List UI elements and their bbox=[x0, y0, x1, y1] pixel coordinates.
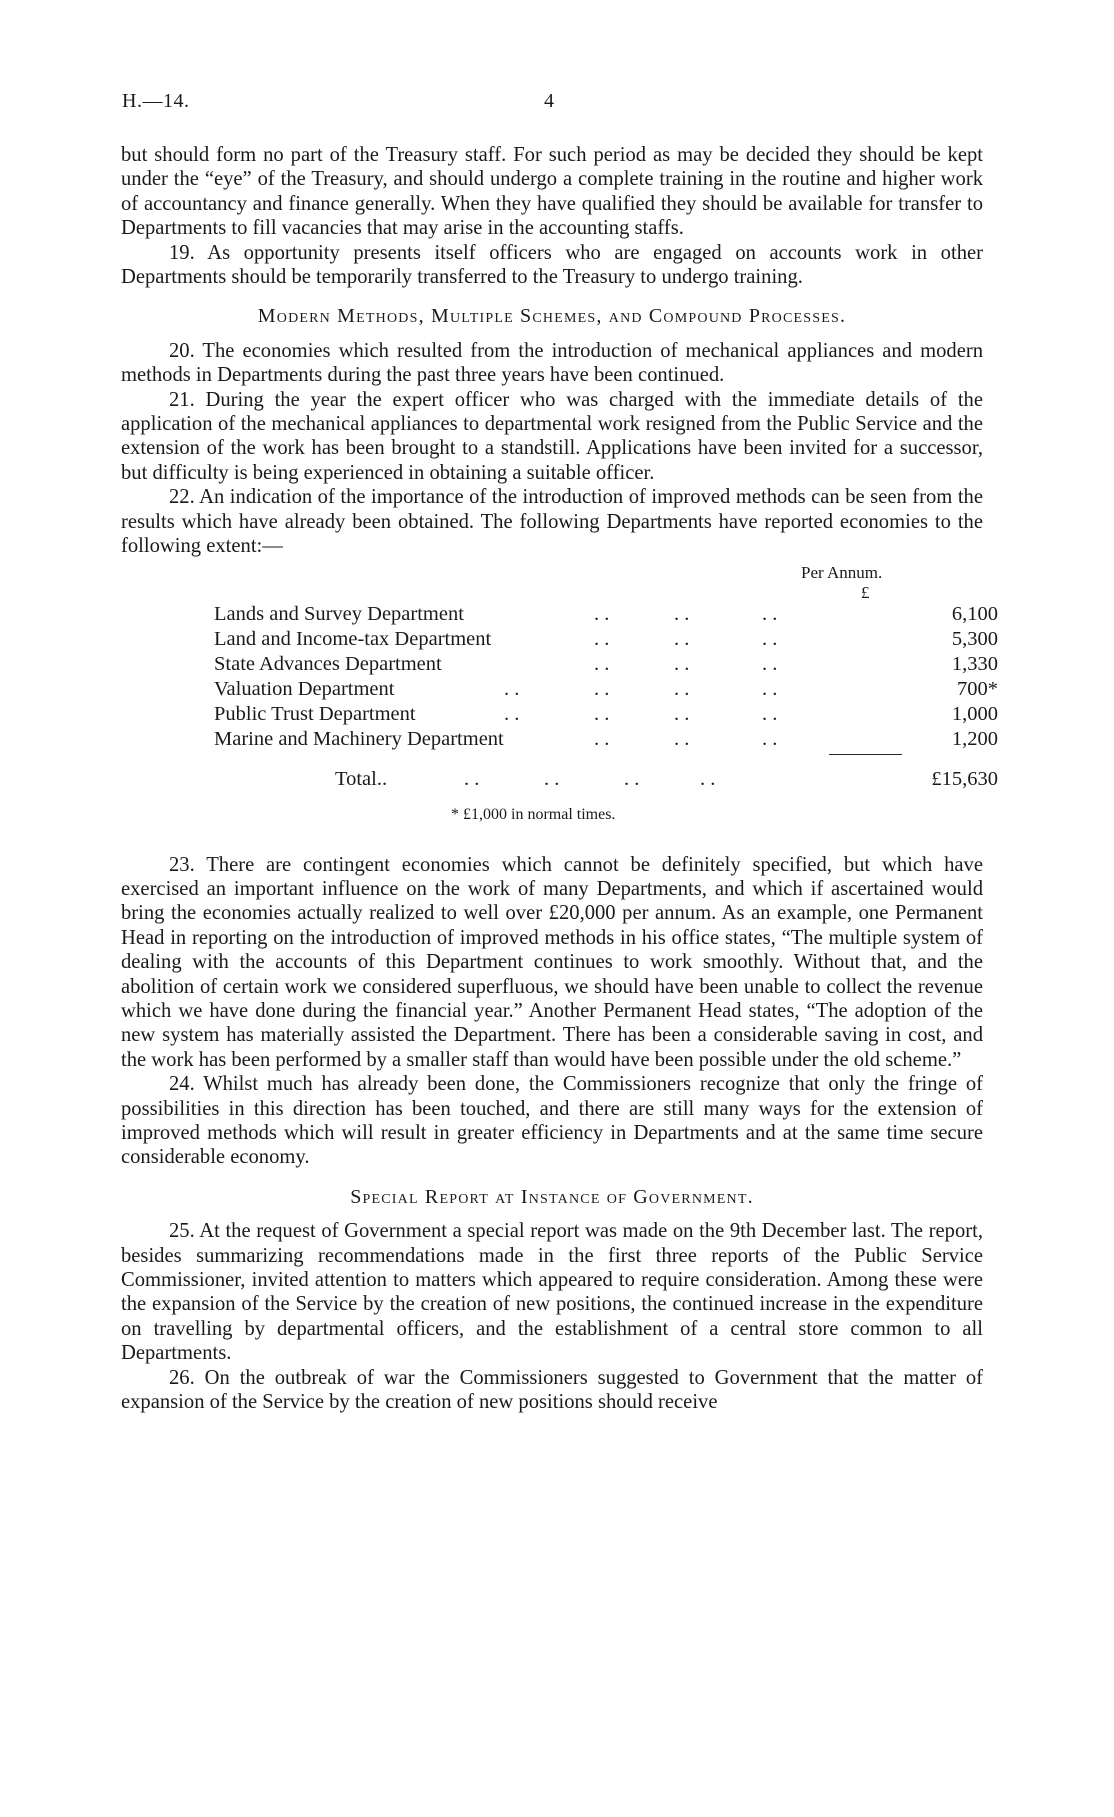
leader-dots: . . bbox=[594, 702, 610, 725]
paragraph-25: 25. At the request of Government a special report was made on the 9th December last. The report, besides summarizing recommendations made in the first three reports of the Public Service Commissioner, invited attention to matters which appeared to require consideration. Among these were the expansion of the Service by the creation of new positions, the continued increase in the expenditure on travelling by departmental officers, and the establishment of a central store common to all Departments. bbox=[121, 1220, 983, 1365]
department-name: Public Trust Department bbox=[214, 702, 416, 725]
paragraph-continued: but should form no part of the Treasury staff. For such period as may be decided they should be kept under the “eye” of the Treasury, and should undergo a complete training in the routine and higher work of accountancy and finance generally. When they have qualified they should be available for transfer to Departments to fill vacancies that may arise in the accounting staffs. bbox=[121, 144, 983, 240]
leader-dots: . . bbox=[762, 702, 778, 725]
column-header-per-annum: Per Annum. bbox=[801, 562, 883, 582]
amount-per-annum: 1,200 bbox=[951, 727, 998, 750]
leader-dots: . . bbox=[674, 627, 690, 650]
document-body bbox=[121, 143, 998, 1414]
leader-dots: . . bbox=[762, 727, 778, 750]
leader-dots: . . bbox=[674, 727, 690, 750]
leader-dots: . . bbox=[594, 602, 610, 625]
total-label: Total.. bbox=[335, 767, 388, 790]
table-row bbox=[214, 627, 1014, 652]
leader-dots: . . bbox=[594, 627, 610, 650]
leader-dots: . . bbox=[674, 602, 690, 625]
department-name: Land and Income-tax Department bbox=[214, 627, 492, 650]
table-rows bbox=[214, 602, 1014, 752]
table-total-row bbox=[214, 767, 1014, 793]
section-heading-modern-methods: Modern Methods, Multiple Schemes, and Compound Processes. bbox=[257, 305, 847, 328]
amount-per-annum: 1,330 bbox=[951, 652, 998, 675]
amount-per-annum: 700* bbox=[957, 677, 998, 700]
leader-dots: . . bbox=[624, 767, 640, 790]
leader-dots: . . bbox=[762, 627, 778, 650]
table-row bbox=[214, 727, 1014, 752]
leader-dots: . . bbox=[674, 702, 690, 725]
table-row bbox=[214, 602, 1014, 627]
leader-dots: . . bbox=[762, 677, 778, 700]
leader-dots: . . bbox=[464, 767, 480, 790]
leader-dots: . . bbox=[594, 727, 610, 750]
amount-per-annum: 6,100 bbox=[951, 602, 998, 625]
leader-dots: . . bbox=[504, 677, 520, 700]
leader-dots: . . bbox=[544, 767, 560, 790]
economies-table bbox=[121, 562, 998, 845]
table-footnote: * £1,000 in normal times. bbox=[451, 805, 616, 823]
department-name: Valuation Department bbox=[214, 677, 395, 700]
total-amount: £15,630 bbox=[931, 767, 998, 790]
leader-dots: . . bbox=[674, 652, 690, 675]
paragraph-26: 26. On the outbreak of war the Commissioners suggested to Government that the matter of expansion of the Service by the creation of new positions should receive bbox=[121, 1366, 983, 1414]
total-rule bbox=[829, 754, 902, 755]
leader-dots: . . bbox=[762, 602, 778, 625]
section-heading-special-report: Special Report at Instance of Government. bbox=[350, 1185, 754, 1208]
paragraph-23: 23. There are contingent economies which cannot be definitely specified, but which have exercised an important influence on the work of many Departments, and which if ascertained would bring the economies actually realized to well over £20,000 per annum. As an example, one Permanent Head in reporting on the introduction of improved methods in his office states, “The multiple system of dealing with the accounts of this Department continues to work smoothly. Without that, and the abolition of certain work we considered superfluous, we should have been unable to collect the revenue which we have done during the financial year.” Another Permanent Head states, “The adoption of the new system has materially assisted the Department. There has been a considerable saving in cost, and the work has been performed by a smaller staff than would have been possible under the old scheme.” bbox=[121, 853, 983, 1071]
department-name: Lands and Survey Department bbox=[214, 602, 464, 625]
leader-dots: . . bbox=[674, 677, 690, 700]
report-reference: H.—14. bbox=[122, 90, 190, 112]
leader-dots: . . bbox=[762, 652, 778, 675]
leader-dots: . . bbox=[594, 677, 610, 700]
leader-dots: . . bbox=[700, 767, 716, 790]
amount-per-annum: 5,300 bbox=[951, 627, 998, 650]
paragraph-21: 21. During the year the expert officer who was charged with the immediate details of the application of the mechanical appliances to departmental work resigned from the Public Service and the extension of the work has been brought to a standstill. Applications have been invited for a successor, but difficulty is being experienced in obtaining a suitable officer. bbox=[121, 388, 983, 484]
table-row bbox=[214, 652, 1014, 677]
paragraph-20: 20. The economies which resulted from the introduction of mechanical appliances and modern methods in Departments during the past three years have been continued. bbox=[121, 339, 983, 387]
page-number: 4 bbox=[544, 90, 554, 112]
leader-dots: . . bbox=[504, 702, 520, 725]
table-row bbox=[214, 677, 1014, 702]
leader-dots: . . bbox=[594, 652, 610, 675]
department-name: Marine and Machinery Department bbox=[214, 727, 504, 750]
paragraph-19: 19. As opportunity presents itself officers who are engaged on accounts work in other Departments should be temporarily transferred to the Treasury to undergo training. bbox=[121, 241, 983, 289]
column-unit-pound: £ bbox=[861, 582, 870, 602]
paragraph-24: 24. Whilst much has already been done, the Commissioners recognize that only the fringe of possibilities in this direction has been touched, and there are still many ways for the extension of improved methods which will result in greater efficiency in Departments and at the same time secure considerable economy. bbox=[121, 1073, 983, 1169]
table-row bbox=[214, 702, 1014, 727]
amount-per-annum: 1,000 bbox=[951, 702, 998, 725]
department-name: State Advances Department bbox=[214, 652, 442, 675]
paragraph-22: 22. An indication of the importance of the introduction of improved methods can be seen from the results which have already been obtained. The following Departments have reported economies to the following extent:— bbox=[121, 486, 983, 558]
